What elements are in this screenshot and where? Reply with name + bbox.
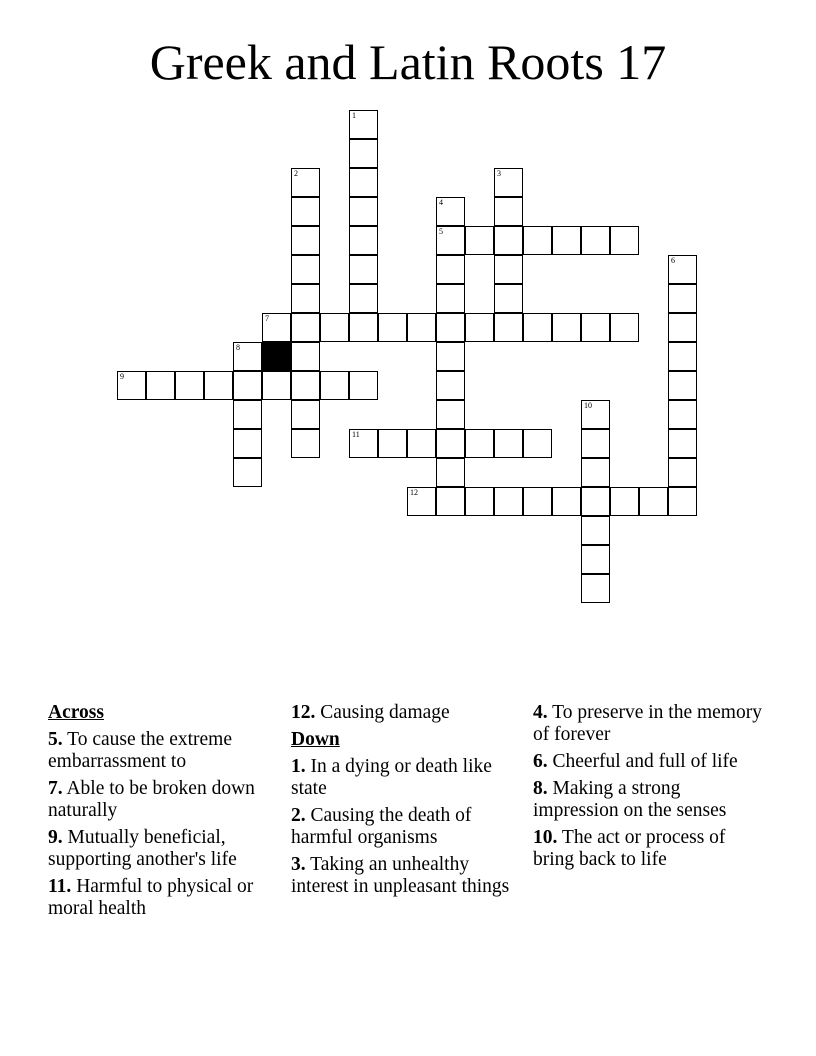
clue-down-10 — [533, 827, 765, 871]
clue-down-3 — [291, 854, 523, 898]
grid-cell[interactable] — [291, 371, 320, 400]
grid-cell[interactable] — [639, 487, 668, 516]
clue-text: The act or process of bring back to life — [533, 827, 726, 870]
grid-cell[interactable] — [668, 458, 697, 487]
grid-cell[interactable] — [291, 284, 320, 313]
grid-cell[interactable] — [523, 429, 552, 458]
black-square — [262, 342, 291, 371]
clue-number: 5. — [48, 729, 63, 750]
clue-down-4 — [533, 702, 765, 746]
grid-cell[interactable] — [668, 400, 697, 429]
grid-cell[interactable] — [436, 197, 465, 226]
grid-cell[interactable] — [552, 226, 581, 255]
clue-number: 8. — [533, 778, 548, 799]
grid-cell[interactable] — [436, 458, 465, 487]
grid-cell[interactable] — [378, 429, 407, 458]
grid-cell[interactable] — [291, 313, 320, 342]
grid-cell[interactable] — [581, 458, 610, 487]
grid-cell[interactable] — [349, 371, 378, 400]
clue-text: Taking an unhealthy interest in unpleasant things — [291, 854, 510, 897]
cell-number: 4 — [439, 198, 443, 207]
grid-cell[interactable] — [291, 197, 320, 226]
grid-cell[interactable] — [552, 313, 581, 342]
clue-down-8 — [533, 778, 765, 822]
grid-cell[interactable] — [436, 429, 465, 458]
clue-number: 2. — [291, 805, 306, 826]
cell-number: 8 — [236, 343, 240, 352]
grid-cell[interactable] — [494, 313, 523, 342]
grid-cell[interactable] — [291, 168, 320, 197]
clue-text: To cause the extreme embarrassment to — [48, 729, 233, 772]
grid-cell[interactable] — [668, 487, 697, 516]
clue-text: In a dying or death like state — [291, 756, 492, 799]
grid-cell[interactable] — [407, 429, 436, 458]
clue-text: Making a strong impression on the senses — [533, 778, 727, 821]
grid-cell[interactable] — [436, 226, 465, 255]
grid-cell[interactable] — [436, 313, 465, 342]
grid-cell[interactable] — [523, 313, 552, 342]
clue-number: 11. — [48, 876, 72, 897]
grid-cell[interactable] — [465, 487, 494, 516]
grid-cell[interactable] — [262, 371, 291, 400]
cell-number: 5 — [439, 227, 443, 236]
grid-cell[interactable] — [436, 400, 465, 429]
clue-number: 7. — [48, 778, 63, 799]
grid-cell[interactable] — [204, 371, 233, 400]
clue-across-5 — [48, 729, 280, 773]
grid-cell[interactable] — [146, 371, 175, 400]
grid-cell[interactable] — [378, 313, 407, 342]
grid-cell[interactable] — [291, 255, 320, 284]
grid-cell[interactable] — [291, 226, 320, 255]
clue-text: To preserve in the memory of forever — [533, 702, 762, 745]
grid-cell[interactable] — [117, 371, 146, 400]
grid-cell[interactable] — [523, 226, 552, 255]
clue-across-12 — [291, 702, 523, 724]
clue-down-1 — [291, 756, 523, 800]
cell-number: 12 — [410, 488, 418, 497]
grid-cell[interactable] — [465, 429, 494, 458]
grid-cell[interactable] — [668, 429, 697, 458]
grid-cell[interactable] — [349, 313, 378, 342]
cell-number: 9 — [120, 372, 124, 381]
grid-cell[interactable] — [581, 516, 610, 545]
grid-cell[interactable] — [668, 313, 697, 342]
clue-across-9 — [48, 827, 280, 871]
grid-cell[interactable] — [349, 284, 378, 313]
grid-cell[interactable] — [291, 429, 320, 458]
grid-cell[interactable] — [465, 226, 494, 255]
grid-cell[interactable] — [436, 342, 465, 371]
clue-number: 6. — [533, 751, 548, 772]
clue-across-11 — [48, 876, 280, 920]
grid-cell[interactable] — [494, 429, 523, 458]
clues-column-3 — [533, 702, 765, 876]
grid-cell[interactable] — [581, 313, 610, 342]
grid-cell[interactable] — [349, 226, 378, 255]
grid-cell[interactable] — [465, 313, 494, 342]
clue-text: Able to be broken down naturally — [48, 778, 255, 821]
clue-number: 3. — [291, 854, 306, 875]
grid-cell[interactable] — [581, 400, 610, 429]
clue-text: Causing damage — [320, 702, 450, 723]
grid-cell[interactable] — [494, 487, 523, 516]
grid-cell[interactable] — [436, 371, 465, 400]
puzzle-title: Greek and Latin Roots 17 — [149, 34, 667, 90]
clue-number: 9. — [48, 827, 63, 848]
grid-cell[interactable] — [436, 487, 465, 516]
grid-cell[interactable] — [494, 284, 523, 313]
grid-cell[interactable] — [552, 487, 581, 516]
clue-number: 4. — [533, 702, 548, 723]
clue-number: 12. — [291, 702, 316, 723]
grid-cell[interactable] — [581, 226, 610, 255]
clue-number: 10. — [533, 827, 558, 848]
clue-text: Causing the death of harmful organisms — [291, 805, 472, 848]
cell-number: 10 — [584, 401, 592, 410]
grid-cell[interactable] — [175, 371, 204, 400]
grid-cell[interactable] — [291, 342, 320, 371]
grid-cell[interactable] — [407, 487, 436, 516]
grid-cell[interactable] — [494, 168, 523, 197]
grid-cell[interactable] — [349, 139, 378, 168]
across-heading: Across — [48, 702, 104, 723]
grid-cell[interactable] — [320, 371, 349, 400]
grid-cell[interactable] — [494, 226, 523, 255]
clue-text: Harmful to physical or moral health — [48, 876, 254, 919]
grid-cell[interactable] — [523, 487, 552, 516]
grid-cell[interactable] — [233, 400, 262, 429]
grid-cell[interactable] — [610, 313, 639, 342]
grid-cell[interactable] — [668, 342, 697, 371]
clues-column-2 — [291, 702, 523, 903]
grid-cell[interactable] — [291, 400, 320, 429]
grid-cell[interactable] — [494, 197, 523, 226]
grid-cell[interactable] — [349, 110, 378, 139]
grid-cell[interactable] — [668, 284, 697, 313]
grid-cell[interactable] — [262, 313, 291, 342]
cell-number: 6 — [671, 256, 675, 265]
grid-cell[interactable] — [233, 429, 262, 458]
grid-cell[interactable] — [581, 574, 610, 603]
grid-cell[interactable] — [668, 371, 697, 400]
clue-text: Mutually beneficial, supporting another's life — [48, 827, 237, 870]
grid-cell[interactable] — [233, 342, 262, 371]
cell-number: 7 — [265, 314, 269, 323]
grid-cell[interactable] — [610, 226, 639, 255]
cell-number: 1 — [352, 111, 356, 120]
clue-number: 1. — [291, 756, 306, 777]
grid-cell[interactable] — [349, 168, 378, 197]
down-heading: Down — [291, 729, 340, 750]
clue-down-6 — [533, 751, 765, 773]
clue-down-2 — [291, 805, 523, 849]
grid-cell[interactable] — [349, 429, 378, 458]
cell-number: 3 — [497, 169, 501, 178]
grid-cell[interactable] — [349, 255, 378, 284]
grid-cell[interactable] — [233, 371, 262, 400]
grid-cell[interactable] — [610, 487, 639, 516]
grid-cell[interactable] — [436, 284, 465, 313]
grid-cell[interactable] — [407, 313, 436, 342]
grid-cell[interactable] — [581, 429, 610, 458]
cell-number: 11 — [352, 430, 360, 439]
grid-cell[interactable] — [581, 487, 610, 516]
grid-cell[interactable] — [436, 255, 465, 284]
grid-cell[interactable] — [349, 197, 378, 226]
clue-across-7 — [48, 778, 280, 822]
clues-column-1 — [48, 702, 280, 925]
grid-cell[interactable] — [581, 545, 610, 574]
grid-cell[interactable] — [668, 255, 697, 284]
grid-cell[interactable] — [320, 313, 349, 342]
grid-cell[interactable] — [233, 458, 262, 487]
clue-text: Cheerful and full of life — [552, 751, 738, 772]
cell-number: 2 — [294, 169, 298, 178]
grid-cell[interactable] — [494, 255, 523, 284]
